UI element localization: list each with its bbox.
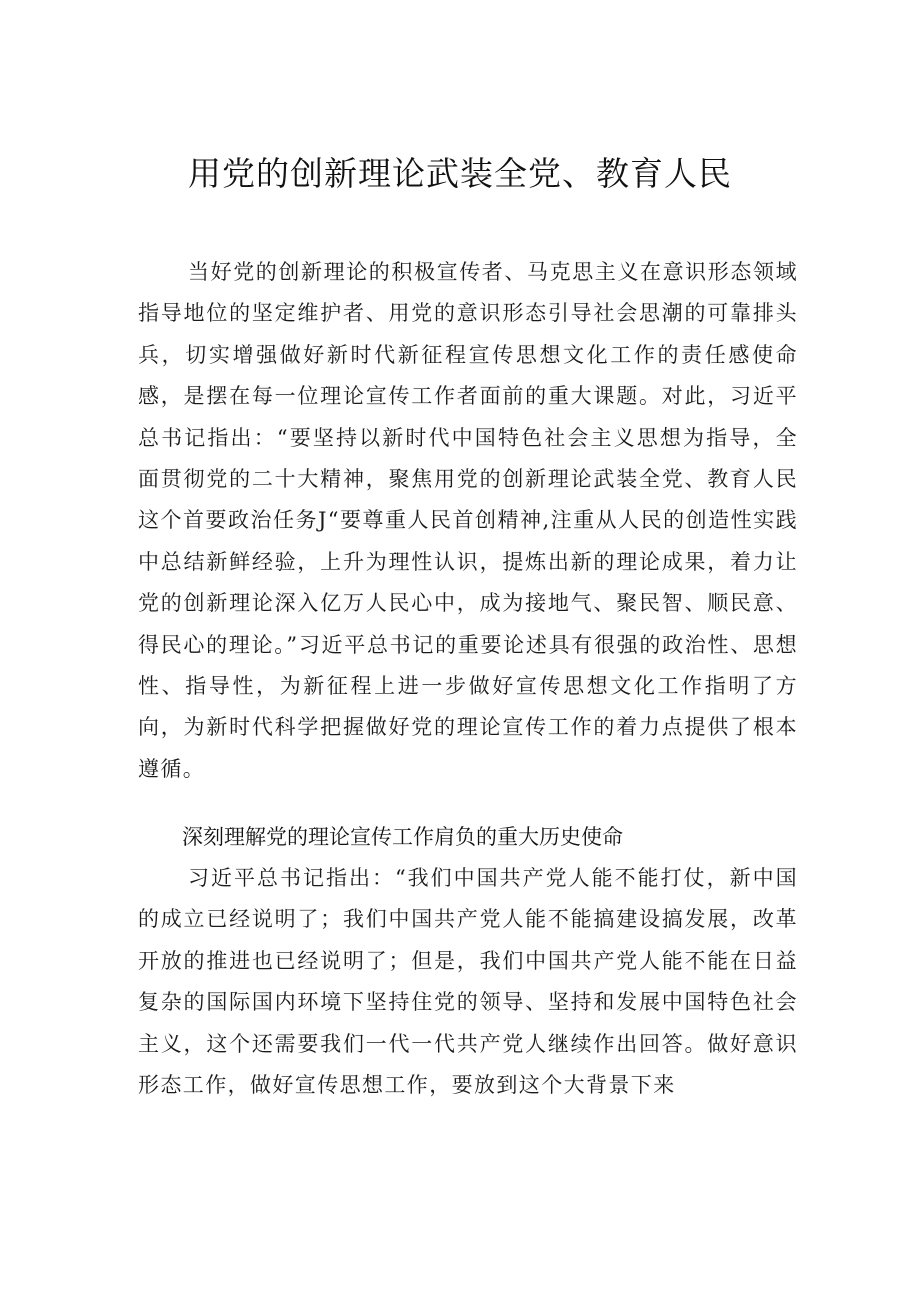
body-paragraph-section-1: 习近平总书记指出：“我们中国共产党人能不能打仗，新中国的成立已经说明了；我们中国共产党人能不能搞建设搞发展，改革开放的推进也已经说明了；但是，我们中国共产党人能不能在日益复杂的国际国内环境下坚持住党的领导、坚持和发展中国特色社会主义，这个还需要我们一代一代共产党人继续作出回答。做好意识形态工作，做好宣传思想工作，要放到这个大背景下来 xyxy=(138,866,798,1098)
document-title: 用党的创新理论武装全党、教育人民 xyxy=(188,154,732,193)
body-paragraph-intro: 当好党的创新理论的积极宣传者、马克思主义在意识形态领域指导地位的坚定维护者、用党的意识形态引导社会思潮的可靠排头兵，切实增强做好新时代新征程宣传思想文化工作的责任感使命感，是摆在每一位理论宣传工作者面前的重大课题。对此，习近平总书记指出：“要坚持以新时代中国特色社会主义思想为指导，全面贯彻党的二十大精神，聚焦用党的创新理论武装全党、教育人民这个首要政治任务J“要尊重人民首创精神,注重从人民的创造性实践中总结新鲜经验，上升为理性认识，提炼出新的理论成果，着力让党的创新理论深入亿万人民心中，成为接地气、聚民智、顺民意、得民心的理论。”习近平总书记的重要论述具有很强的政治性、思想性、指导性，为新征程上进一步做好宣传思想文化工作指明了方向，为新时代科学把握做好党的理论宣传工作的着力点提供了根本遵循。 xyxy=(138,260,798,781)
section-heading: 深刻理解党的理论宣传工作肩负的重大历史使命 xyxy=(182,825,623,849)
